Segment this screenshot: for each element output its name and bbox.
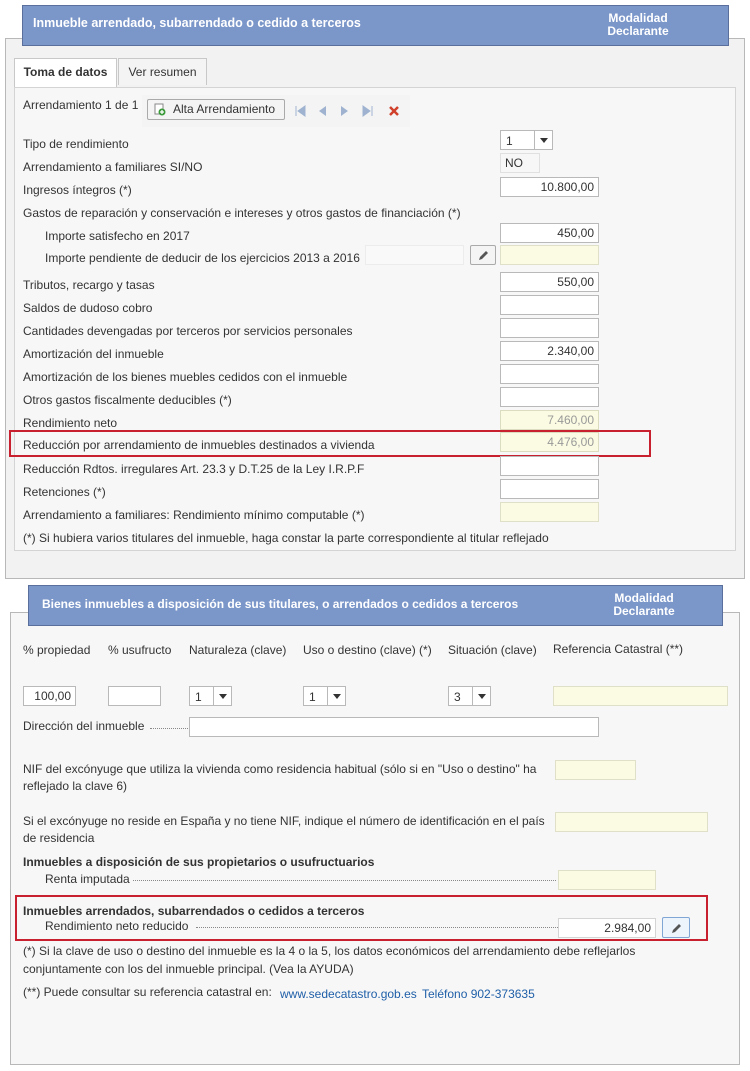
delete-icon[interactable]	[388, 105, 400, 120]
rend-neto-reducido-label: Rendimiento neto reducido	[45, 919, 189, 933]
nif-excon-field	[555, 760, 636, 780]
sedecatastro-link[interactable]: www.sedecatastro.gob.es	[280, 987, 417, 1001]
rend-neto-reducido-value: 2.984,00	[558, 918, 656, 938]
otros-gastos-input[interactable]	[500, 387, 599, 407]
amortizacion-input[interactable]: 2.340,00	[500, 341, 599, 361]
alta-arrendamiento-label: Alta Arrendamiento	[173, 102, 276, 116]
tipo-rendimiento-value: 1	[506, 134, 513, 148]
col-propiedad: % propiedad	[23, 643, 91, 657]
usufructo-input[interactable]	[108, 686, 161, 706]
familiares-field[interactable]: NO	[500, 153, 540, 173]
tributos-label: Tributos, recargo y tasas	[23, 278, 155, 292]
first-icon[interactable]	[294, 105, 306, 120]
last-icon[interactable]	[362, 105, 374, 120]
importe-satisfecho-label: Importe satisfecho en 2017	[45, 229, 190, 243]
referencia-catastral-field	[553, 686, 728, 706]
uso-select[interactable]	[303, 686, 346, 706]
importe-pendiente-input[interactable]	[365, 245, 464, 265]
tipo-rendimiento-select[interactable]	[500, 130, 553, 150]
section2-header	[28, 585, 723, 626]
section1-note: (*) Si hubiera varios titulares del inmueble, haga constar la parte correspondiente al titular reflejado	[23, 531, 549, 545]
tab-ver-resumen[interactable]: Ver resumen	[118, 58, 207, 85]
importe-pendiente-total	[500, 245, 599, 265]
nota1-line1: (*) Si la clave de uso o destino del inmueble es la 4 o la 5, los datos económicos del arrendamiento debe reflejarlos	[23, 944, 636, 958]
nif-label-1: NIF del excónyuge que utiliza la vivienda como residencia habitual (sólo si en "Uso o destino" ha	[23, 762, 537, 776]
section1-title: Inmueble arrendado, subarrendado o cedido a terceros	[33, 16, 361, 30]
edit-rend-neto-button[interactable]	[662, 917, 690, 938]
direccion-leader	[150, 728, 188, 729]
telefono-link[interactable]: Teléfono 902-373635	[422, 987, 535, 1001]
arrendamiento-nav-label: Arrendamiento 1 de 1	[23, 98, 139, 112]
reduccion-irreg-input[interactable]	[500, 456, 599, 476]
situacion-select[interactable]	[448, 686, 491, 706]
importe-pendiente-label: Importe pendiente de deducir de los ejercicios 2013 a 2016	[45, 251, 360, 265]
renta-imputada-value	[558, 870, 656, 890]
section2-modalidad: Modalidad Declarante	[613, 591, 675, 618]
tributos-input[interactable]: 550,00	[500, 272, 599, 292]
tipo-rendimiento-label: Tipo de rendimiento	[23, 137, 129, 151]
amortizacion-bienes-label: Amortización de los bienes muebles cedidos con el inmueble	[23, 370, 348, 384]
naturaleza-select[interactable]	[189, 686, 232, 706]
propiedad-input[interactable]: 100,00	[23, 686, 76, 706]
amortizacion-label: Amortización del inmueble	[23, 347, 164, 361]
arrendados-title: Inmuebles arrendados, subarrendados o cedidos a terceros	[23, 904, 365, 918]
add-icon	[154, 103, 166, 116]
familiares-label: Arrendamiento a familiares SI/NO	[23, 160, 203, 174]
rend-minimo-value	[500, 502, 599, 522]
tab-toma-de-datos[interactable]: Toma de datos	[14, 58, 117, 88]
col-uso: Uso o destino (clave) (*)	[303, 643, 432, 657]
cantidades-label: Cantidades devengadas por terceros por servicios personales	[23, 324, 353, 338]
importe-satisfecho-input[interactable]: 450,00	[500, 223, 599, 243]
uso-value: 1	[309, 690, 316, 704]
rendimiento-neto-label: Rendimiento neto	[23, 416, 118, 430]
section1-modalidad: Modalidad Declarante	[607, 11, 669, 38]
situacion-value: 3	[454, 690, 461, 704]
nota2: (**) Puede consultar su referencia catastral en:	[23, 985, 272, 999]
ingresos-input[interactable]: 10.800,00	[500, 177, 599, 197]
retenciones-input[interactable]	[500, 479, 599, 499]
cantidades-input[interactable]	[500, 318, 599, 338]
section2-title: Bienes inmuebles a disposición de sus titulares, o arrendados o cedidos a terceros	[42, 597, 519, 611]
col-referencia: Referencia Catastral (**)	[553, 642, 684, 656]
section1-content	[14, 87, 736, 551]
disposicion-title: Inmuebles a disposición de sus propietarios o usufructuarios	[23, 855, 375, 869]
ingresos-label: Ingresos íntegros (*)	[23, 183, 132, 197]
col-situacion: Situación (clave)	[448, 643, 537, 657]
saldos-label: Saldos de dudoso cobro	[23, 301, 153, 315]
nota1-line2: conjuntamente con los del inmueble principal. (Vea la AYUDA)	[23, 962, 354, 976]
pencil-icon	[477, 249, 490, 265]
chevron-down-icon	[213, 687, 231, 705]
reduccion-label: Reducción por arrendamiento de inmuebles destinados a vivienda	[23, 438, 375, 452]
chevron-down-icon	[327, 687, 345, 705]
amortizacion-bienes-input[interactable]	[500, 364, 599, 384]
chevron-down-icon	[472, 687, 490, 705]
renta-imputada-label: Renta imputada	[45, 872, 130, 886]
reduccion-irreg-label: Reducción Rdtos. irregulares Art. 23.3 y D.T.25 de la Ley I.R.P.F	[23, 462, 365, 476]
saldos-input[interactable]	[500, 295, 599, 315]
rend-minimo-label: Arrendamiento a familiares: Rendimiento mínimo computable (*)	[23, 508, 365, 522]
direccion-label: Dirección del inmueble	[23, 719, 145, 733]
reduccion-value: 4.476,00	[500, 432, 599, 452]
naturaleza-value: 1	[195, 690, 202, 704]
nif-label-2: reflejado la clave 6)	[23, 779, 128, 793]
alta-arrendamiento-button[interactable]	[147, 99, 285, 120]
excon-label-2: de residencia	[23, 831, 95, 845]
rendimiento-neto-value: 7.460,00	[500, 410, 599, 430]
retenciones-label: Retenciones (*)	[23, 485, 106, 499]
excon-label-1: Si el excónyuge no reside en España y no tiene NIF, indique el número de identificación en el país	[23, 814, 545, 828]
col-naturaleza: Naturaleza (clave)	[189, 643, 287, 657]
pencil-icon	[670, 922, 683, 938]
section1-header	[22, 5, 729, 46]
otros-gastos-label: Otros gastos fiscalmente deducibles (*)	[23, 393, 232, 407]
next-icon[interactable]	[340, 105, 350, 120]
col-usufructo: % usufructo	[108, 643, 172, 657]
gastos-label: Gastos de reparación y conservación e intereses y otros gastos de financiación (*)	[23, 206, 461, 220]
direccion-input[interactable]	[189, 717, 599, 737]
chevron-down-icon	[534, 131, 552, 149]
excon-id-field	[555, 812, 708, 832]
edit-pendiente-button[interactable]	[470, 245, 496, 265]
rend-neto-reducido-leader	[196, 927, 558, 928]
renta-imputada-leader	[133, 880, 556, 881]
prev-icon[interactable]	[317, 105, 327, 120]
